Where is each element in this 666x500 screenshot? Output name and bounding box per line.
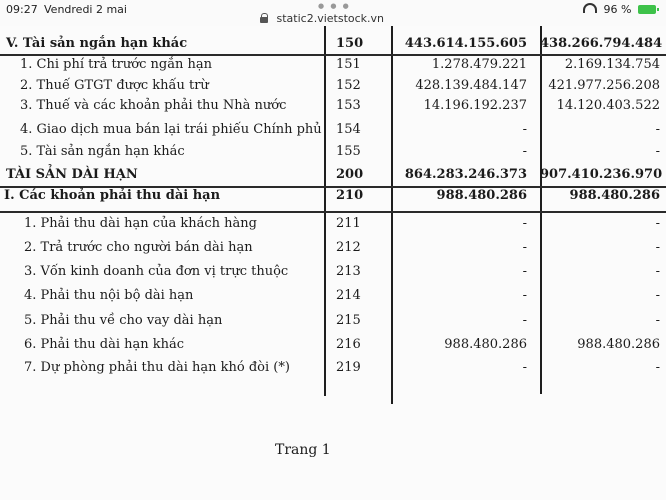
row-label: 6. Phải thu dài hạn khác <box>24 337 185 352</box>
row-label: 3. Vốn kinh doanh của đơn vị trực thuộc <box>24 264 289 279</box>
row-label: 7. Dự phòng phải thu dài hạn khó đòi (*) <box>24 360 290 375</box>
row-label: 1. Chi phí trả trước ngắn hạn <box>20 57 212 72</box>
row-value-prior: - <box>655 122 660 137</box>
row-value-prior: - <box>655 288 660 303</box>
row-value-current: - <box>522 122 527 137</box>
row-label: TÀI SẢN DÀI HẠN <box>6 167 138 182</box>
row-value-current: 443.614.155.605 <box>404 36 527 51</box>
row-value-prior: 907.410.236.970 <box>540 167 663 182</box>
battery-icon <box>638 5 656 14</box>
row-code: 219 <box>336 360 361 375</box>
row-code: 150 <box>336 36 364 51</box>
row-code: 210 <box>336 188 364 203</box>
row-label: 4. Phải thu nội bộ dài hạn <box>24 288 194 303</box>
row-code: 212 <box>336 240 361 255</box>
row-value-prior: 14.120.403.522 <box>556 98 660 113</box>
row-value-current: - <box>522 144 527 159</box>
row-label: 4. Giao dịch mua bán lại trái phiếu Chính phủ <box>20 122 322 137</box>
row-code: 153 <box>336 98 361 113</box>
row-code: 211 <box>336 216 361 231</box>
address-bar[interactable] <box>260 12 384 25</box>
row-value-prior: - <box>655 240 660 255</box>
row-label: 3. Thuế và các khoản phải thu Nhà nước <box>20 98 287 113</box>
row-value-prior: - <box>655 264 660 279</box>
row-code: 154 <box>336 122 361 137</box>
status-time: 09:27 <box>6 3 38 16</box>
row-value-prior: 438.266.794.484 <box>540 36 663 51</box>
document-page <box>0 26 666 500</box>
row-value-prior: - <box>655 216 660 231</box>
row-label: 1. Phải thu dài hạn của khách hàng <box>24 216 257 231</box>
row-code: 152 <box>336 78 361 93</box>
row-code: 214 <box>336 288 361 303</box>
table-row-rule <box>0 54 666 56</box>
row-value-current: 428.139.484.147 <box>415 78 527 93</box>
row-value-current: - <box>522 288 527 303</box>
row-code: 200 <box>336 167 364 182</box>
status-date: Vendredi 2 mai <box>44 3 127 16</box>
row-value-prior: - <box>655 313 660 328</box>
row-value-current: 1.278.479.221 <box>431 57 527 72</box>
row-code: 155 <box>336 144 361 159</box>
wifi-icon <box>583 3 597 13</box>
row-value-current: - <box>522 360 527 375</box>
row-value-prior: 421.977.256.208 <box>548 78 660 93</box>
table-column-divider <box>391 26 393 404</box>
row-value-prior: 988.480.286 <box>577 337 660 352</box>
address-url: static2.vietstock.vn <box>276 12 385 25</box>
lock-icon <box>260 13 269 23</box>
row-label: 2. Trả trước cho người bán dài hạn <box>24 240 253 255</box>
row-value-current: - <box>522 313 527 328</box>
row-value-current: 988.480.286 <box>436 188 527 203</box>
row-value-prior: 2.169.134.754 <box>564 57 660 72</box>
status-battery <box>583 3 656 16</box>
row-label: 2. Thuế GTGT được khấu trừ <box>20 78 209 93</box>
row-code: 215 <box>336 313 361 328</box>
row-value-current: - <box>522 264 527 279</box>
row-label: V. Tài sản ngắn hạn khác <box>6 36 188 51</box>
table-row-rule <box>0 211 666 213</box>
row-value-prior: - <box>655 360 660 375</box>
row-label: 5. Tài sản ngắn hạn khác <box>20 144 185 159</box>
multitask-dots-icon[interactable]: ● ● ● <box>318 2 351 10</box>
row-label: I. Các khoản phải thu dài hạn <box>4 188 221 203</box>
row-value-prior: - <box>655 144 660 159</box>
row-value-current: 14.196.192.237 <box>423 98 527 113</box>
ios-status-bar <box>0 0 666 26</box>
row-code: 213 <box>336 264 361 279</box>
row-value-current: - <box>522 240 527 255</box>
row-code: 151 <box>336 57 361 72</box>
battery-percent: 96 % <box>603 3 632 16</box>
row-value-current: 988.480.286 <box>444 337 527 352</box>
row-value-prior: 988.480.286 <box>569 188 660 203</box>
row-label: 5. Phải thu về cho vay dài hạn <box>24 313 223 328</box>
row-code: 216 <box>336 337 361 352</box>
page-footer: Trang 1 <box>275 442 331 458</box>
row-value-current: 864.283.246.373 <box>404 167 527 182</box>
row-value-current: - <box>522 216 527 231</box>
